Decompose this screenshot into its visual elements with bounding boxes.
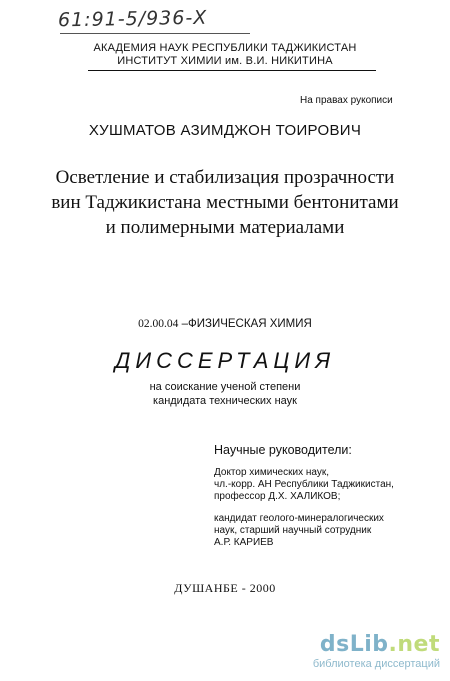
supervisor-line: кандидат геолого-минералогических [214,513,384,524]
header-divider [88,70,376,71]
degree-line: на соискание ученой степени [149,381,301,393]
city-year: ДУШАНБЕ - 2000 [174,581,276,595]
academy-name: АКАДЕМИЯ НАУК РЕСПУБЛИКИ ТАДЖИКИСТАН [93,42,357,54]
specialty-code: 02.00.04 [138,318,179,330]
handwritten-underline [60,33,250,34]
watermark-caption: библиотека диссертаций [312,658,440,670]
supervisor-line: профессор Д.Х. ХАЛИКОВ; [214,491,341,502]
watermark-logo [313,634,440,656]
title-line: Осветление и стабилизация прозрачности [55,167,395,188]
supervisor-second [214,513,384,549]
author-name: ХУШМАТОВ АЗИМДЖОН ТОИРОВИЧ [88,122,362,139]
supervisor-line: Доктор химических наук, [214,467,329,478]
supervisor-line: наук, старший научный сотрудник [214,525,372,536]
watermark-logo-main: dsLib [319,632,389,657]
degree-sought [0,380,450,408]
title-line: вин Таджикистана местными бентонитами [51,192,399,213]
institute-name: ИНСТИТУТ ХИМИИ им. В.И. НИКИТИНА [117,55,333,67]
title-line: и полимерными материалами [105,217,345,238]
supervisor-line: чл.-корр. АН Республики Таджикистан, [214,479,394,490]
document-type: ДИССЕРТАЦИЯ [114,348,336,373]
specialty [0,318,450,330]
watermark-logo-suffix: .net [388,632,440,657]
specialty-name: –ФИЗИЧЕСКАЯ ХИМИЯ [181,318,312,330]
supervisors-heading: Научные руководители: [214,443,352,457]
supervisor-line: А.Р. КАРИЕВ [214,537,274,548]
supervisor-first [214,467,394,503]
rights-note: На правах рукописи [300,95,393,106]
degree-line: кандидата технических наук [153,395,297,407]
dissertation-title [0,165,450,240]
handwritten-catalog-code: 61:91-5/936-Х [57,6,208,32]
dslib-watermark[interactable] [313,634,440,670]
